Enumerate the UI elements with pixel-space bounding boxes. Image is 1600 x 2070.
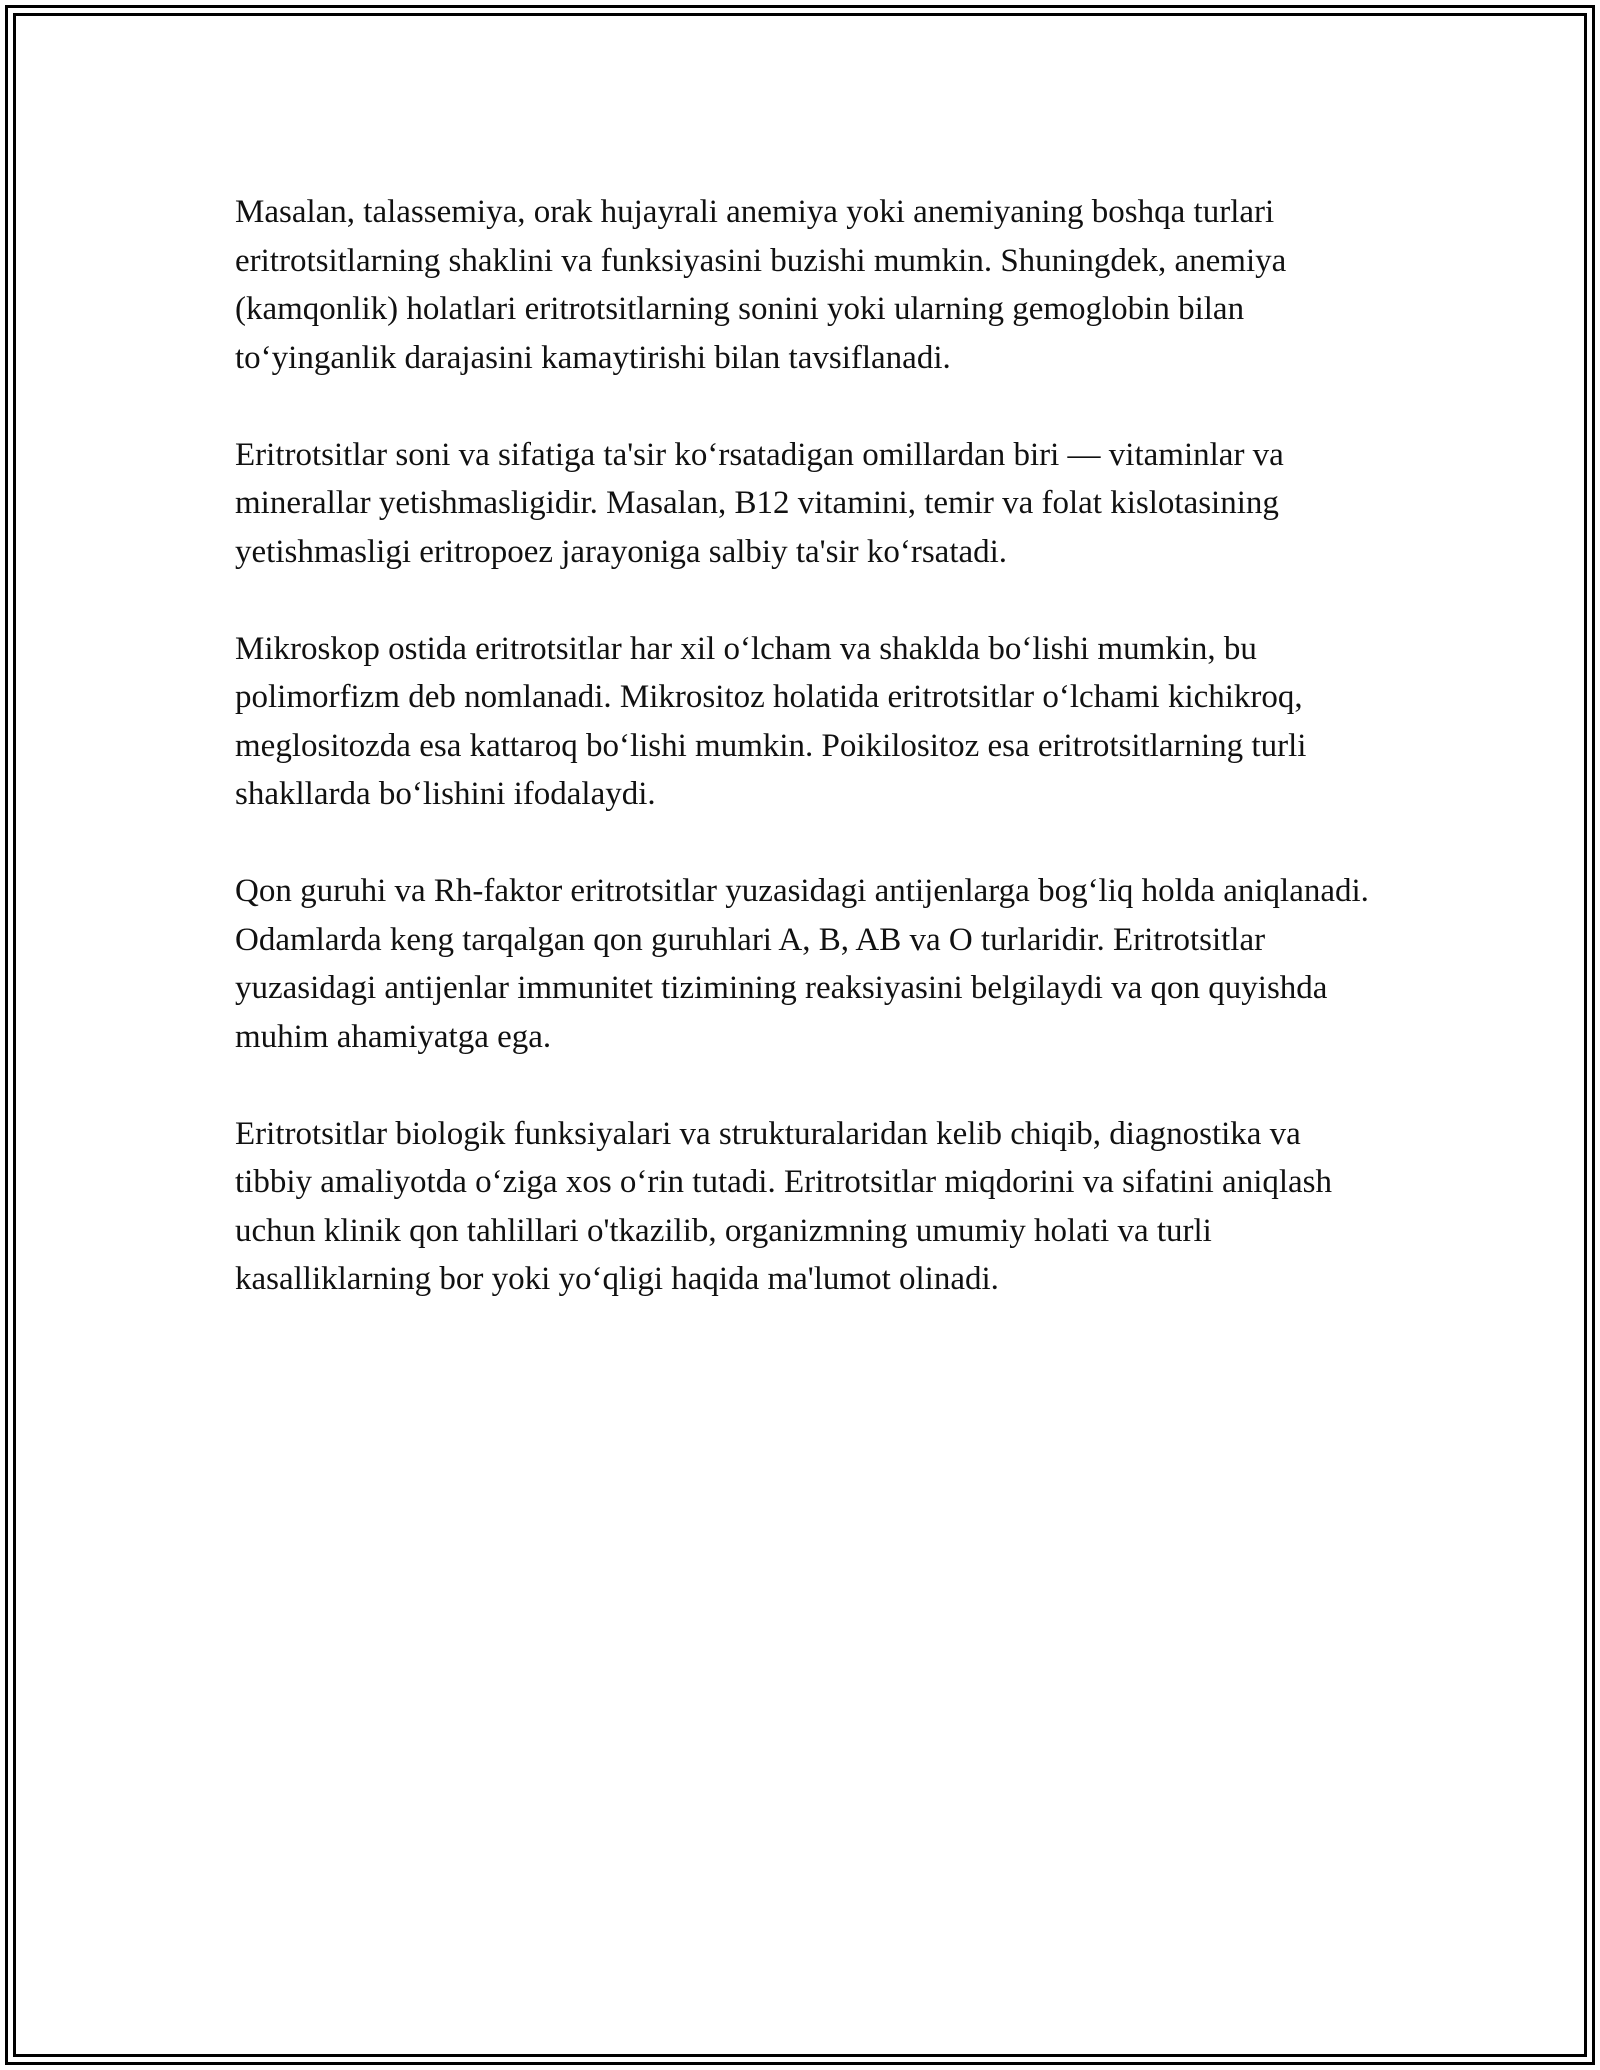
paragraph-2: Eritrotsitlar soni va sifatiga ta'sir ko‘rsatadigan omillardan biri — vitaminlar va minerallar yetishmasligidir. Masalan, B12 vitamini, temir va folat kislotasining yetishmasligi eritropoez jarayoniga salbiy ta'sir ko‘rsatadi.	[235, 436, 1284, 570]
document-body	[235, 188, 1375, 1352]
paragraph-5: Eritrotsitlar biologik funksiyalari va strukturalaridan kelib chiqib, diagnostika va tibbiy amaliyotda o‘ziga xos o‘rin tutadi. Eritrotsitlar miqdorini va sifatini aniqlash uchun klinik qon tahlillari o'tkazilib, organizmning umumiy holati va turli kasalliklarning bor yoki yo‘qligi haqida ma'lumot olinadi.	[235, 1115, 1333, 1297]
paragraph-3: Mikroskop ostida eritrotsitlar har xil o‘lcham va shaklda bo‘lishi mumkin, bu polimorfizm deb nomlanadi. Mikrositoz holatida eritrotsitlar o‘lchami kichikroq, meglositozda esa kattaroq bo‘lishi mumkin. Poikilositoz esa eritrotsitlarning turli shakllarda bo‘lishini ifodalaydi.	[235, 630, 1307, 812]
paragraph-4: Qon guruhi va Rh-faktor eritrotsitlar yuzasidagi antijenlarga bog‘liq holda aniqlanadi. Odamlarda keng tarqalgan qon guruhlari A, B, AB va O turlaridir. Eritrotsitlar yuzasidagi antijenlar immunitet tizimining reaksiyasini belgilaydi va qon quyishda muhim ahamiyatga ega.	[235, 873, 1369, 1055]
paragraph-1: Masalan, talassemiya, orak hujayrali anemiya yoki anemiyaning boshqa turlari eritrotsitlarning shaklini va funksiyasini buzishi mumkin. Shuningdek, anemiya (kamqonlik) holatlari eritrotsitlarning sonini yoki ularning gemoglobin bilan to‘yinganlik darajasini kamaytirishi bilan tavsiflanadi.	[235, 194, 1287, 376]
